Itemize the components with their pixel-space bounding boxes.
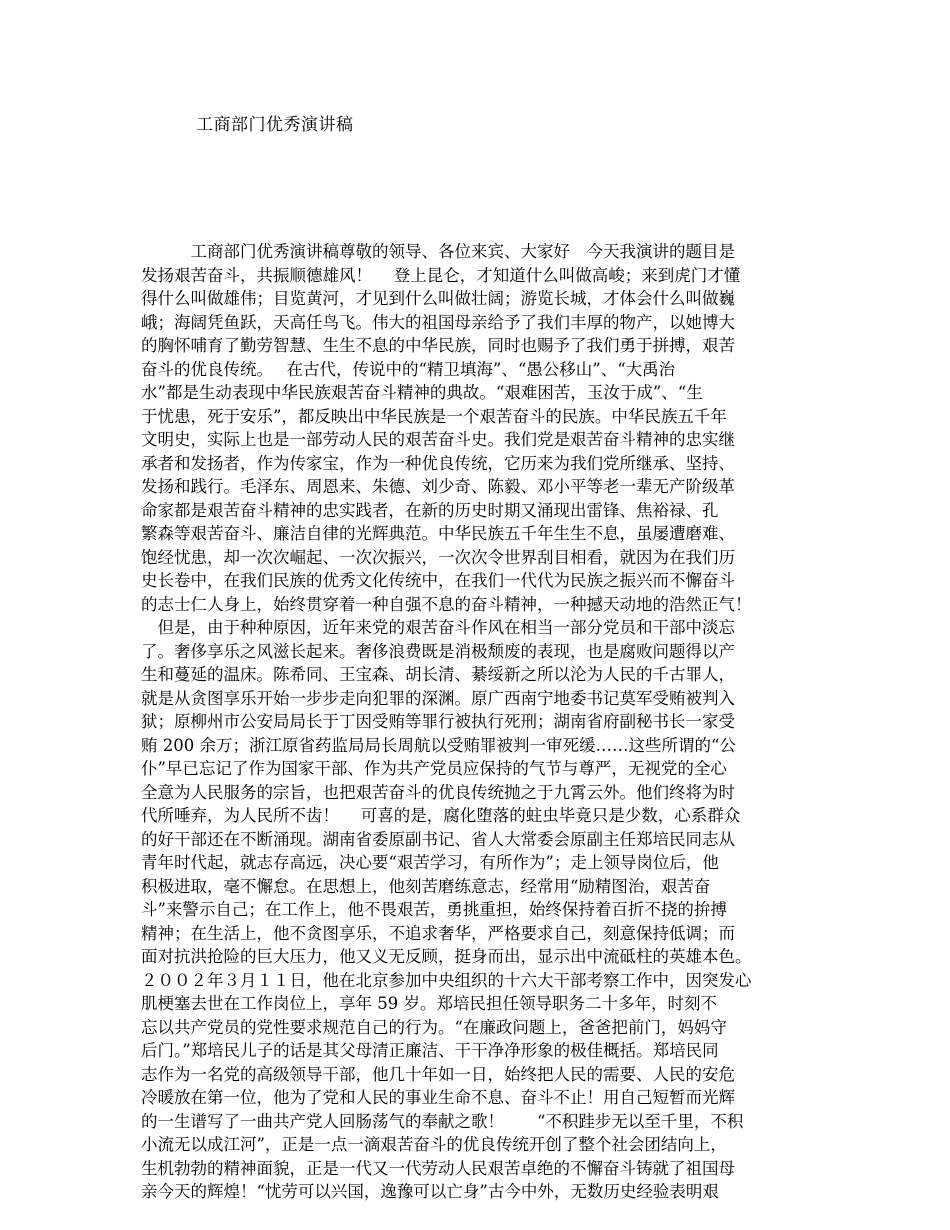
body-text-line: 小流无以成江河”，正是一点一滴艰苦奋斗的优良传统开创了整个社会团结向上， xyxy=(141,1135,727,1154)
body-text-line: 的一生谱写了一曲共产党人回肠荡气的奉献之歌！ “不积跬步无以至千里，不积 xyxy=(141,1111,744,1131)
body-text-line: 奋斗的优良传统。 在古代，传说中的“精卫填海”、“愚公移山”、“大禹治 xyxy=(141,359,676,379)
body-text-line: 就是从贪图享乐开始一步步走向犯罪的深渊。原广西南宁地委书记莫军受贿被判入 xyxy=(141,688,735,708)
body-text-line: 得什么叫做雄伟；目览黄河，才见到什么叫做壮阔；游览长城，才体会什么叫做巍 xyxy=(141,289,735,308)
document-title: 工商部门优秀演讲稿 xyxy=(196,115,354,135)
body-text-line: 代所唾弃，为人民所不齿！ 可喜的是，腐化堕落的蛀虫毕竟只是少数，心系群众 xyxy=(141,806,741,825)
body-text-line: 青年时代起，就志存高远，决心要“艰苦学习，有所作为”；走上领导岗位后，他 xyxy=(141,853,719,872)
body-text-line: 了。奢侈享乐之风滋长起来。奢侈浪费既是消极颓废的表现，也是腐败问题得以产 xyxy=(141,641,735,661)
body-text-line: 生机勃勃的精神面貌，正是一代又一代劳动人民艰苦卓绝的不懈奋斗铸就了祖国母 xyxy=(141,1158,735,1178)
body-text-line: 冷暖放在第一位，他为了党和人民的事业生命不息、奋斗不止！用自己短暂而光辉 xyxy=(141,1088,735,1107)
body-text-line: 积极进取，毫不懈怠。在思想上，他刻苦磨练意志，经常用“励精图治，艰苦奋 xyxy=(141,876,711,896)
body-text-line: 狱；原柳州市公安局局长于丁因受贿等罪行被执行死刑；湖南省府副秘书长一家受 xyxy=(141,712,735,731)
body-text-line: 的志士仁人身上，始终贯穿着一种自强不息的奋斗精神，一种撼天动地的浩然正气！ xyxy=(141,594,752,614)
body-text-line: 精神；在生活上，他不贪图享乐，不追求奢华，严格要求自己，刻意保持低调；而 xyxy=(141,923,735,943)
body-text-line: 命家都是艰苦奋斗精神的忠实践者，在新的历史时期又涌现出雷锋、焦裕禄、孔 xyxy=(141,500,719,520)
body-text-line: 文明史，实际上也是一部劳动人民的艰苦奋斗史。我们党是艰苦奋斗精神的忠实继 xyxy=(141,430,735,449)
body-text-line: 发扬艰苦奋斗，共振顺德雄风！ 登上昆仑，才知道什么叫做高峻；来到虎门才懂 xyxy=(141,265,741,285)
body-text-line: 后门。”郑培民儿子的话是其父母清正廉洁、干干净净形象的极佳概括。郑培民同 xyxy=(141,1041,719,1060)
body-text-line: 仆”早已忘记了作为国家干部、作为共产党员应保持的气节与尊严，无视党的全心 xyxy=(141,759,727,778)
body-text-line: 贿 200 余万；浙江原省药监局局长周航以受贿罪被判一审死缓……这些所谓的“公 xyxy=(141,735,736,755)
body-text-line: 承者和发扬者，作为传家宝，作为一种优良传统，它历来为我们党所继承、坚持、 xyxy=(141,453,735,473)
body-text-line: 饱经忧患，却一次次崛起、一次次振兴，一次次令世界刮目相看，就因为在我们历 xyxy=(141,547,735,567)
body-text-line: 于忧患，死于安乐”，都反映出中华民族是一个艰苦奋斗的民族。中华民族五千年 xyxy=(141,406,727,426)
body-text-line: 生和蔓延的温床。陈希同、王宝森、胡长清、綦绥新之所以沦为人民的千古罪人， xyxy=(141,665,735,684)
body-text-line: 亲今天的辉煌！“忧劳可以兴国，逸豫可以亡身”古今中外，无数历史经验表明艰 xyxy=(141,1182,719,1201)
body-text-line: 的好干部还在不断涌现。湖南省委原副书记、省人大常委会原副主任郑培民同志从 xyxy=(141,829,735,849)
body-text-line: 面对抗洪抢险的巨大压力，他又义无反顾，挺身而出，显示出中流砥柱的英雄本色。 xyxy=(141,947,752,966)
document-body xyxy=(141,240,841,1204)
body-text-line: 工商部门优秀演讲稿尊敬的领导、各位来宾、大家好 今天我演讲的题目是 xyxy=(141,242,735,261)
body-text-line: 发扬和践行。毛泽东、周恩来、朱德、刘少奇、陈毅、邓小平等老一辈无产阶级革 xyxy=(141,477,735,496)
body-text-line: 水”都是生动表现中华民族艰苦奋斗精神的典故。“艰难困苦，玉汝于成”、“生 xyxy=(141,383,703,402)
body-text-line: 斗”来警示自己；在工作上，他不畏艰苦，勇挑重担，始终保持着百折不挠的拚搏 xyxy=(141,900,727,919)
body-text-line: 全意为人民服务的宗旨，也把艰苦奋斗的优良传统抛之于九霄云外。他们终将为时 xyxy=(141,782,735,802)
body-text-line: 繁森等艰苦奋斗、廉洁自律的光辉典范。中华民族五千年生生不息，虽屡遭磨难、 xyxy=(141,524,735,543)
body-text-line: 志作为一名党的高级领导干部，他几十年如一日，始终把人民的需要、人民的安危 xyxy=(141,1064,735,1084)
body-text-line: 但是，由于种种原因，近年来党的艰苦奋斗作风在相当一部分党员和干部中淡忘 xyxy=(141,618,735,637)
body-text-line: 的胸怀哺育了勤劳智慧、生生不息的中华民族，同时也赐予了我们勇于拼搏，艰苦 xyxy=(141,336,735,355)
body-text-line: ２００２年３月１１日，他在北京参加中央组织的十六大干部考察工作中，因突发心 xyxy=(141,970,752,990)
body-text-line: 忘以共产党员的党性要求规范自己的行为。“在廉政问题上，爸爸把前门，妈妈守 xyxy=(141,1017,727,1037)
body-text-line: 肌梗塞去世在工作岗位上，享年 59 岁。郑培民担任领导职务二十多年，时刻不 xyxy=(141,994,717,1013)
body-text-line: 峨；海阔凭鱼跃，天高任鸟飞。伟大的祖国母亲给予了我们丰厚的物产，以她博大 xyxy=(141,312,735,332)
body-text-line: 史长卷中，在我们民族的优秀文化传统中，在我们一代代为民族之振兴而不懈奋斗 xyxy=(141,571,735,590)
